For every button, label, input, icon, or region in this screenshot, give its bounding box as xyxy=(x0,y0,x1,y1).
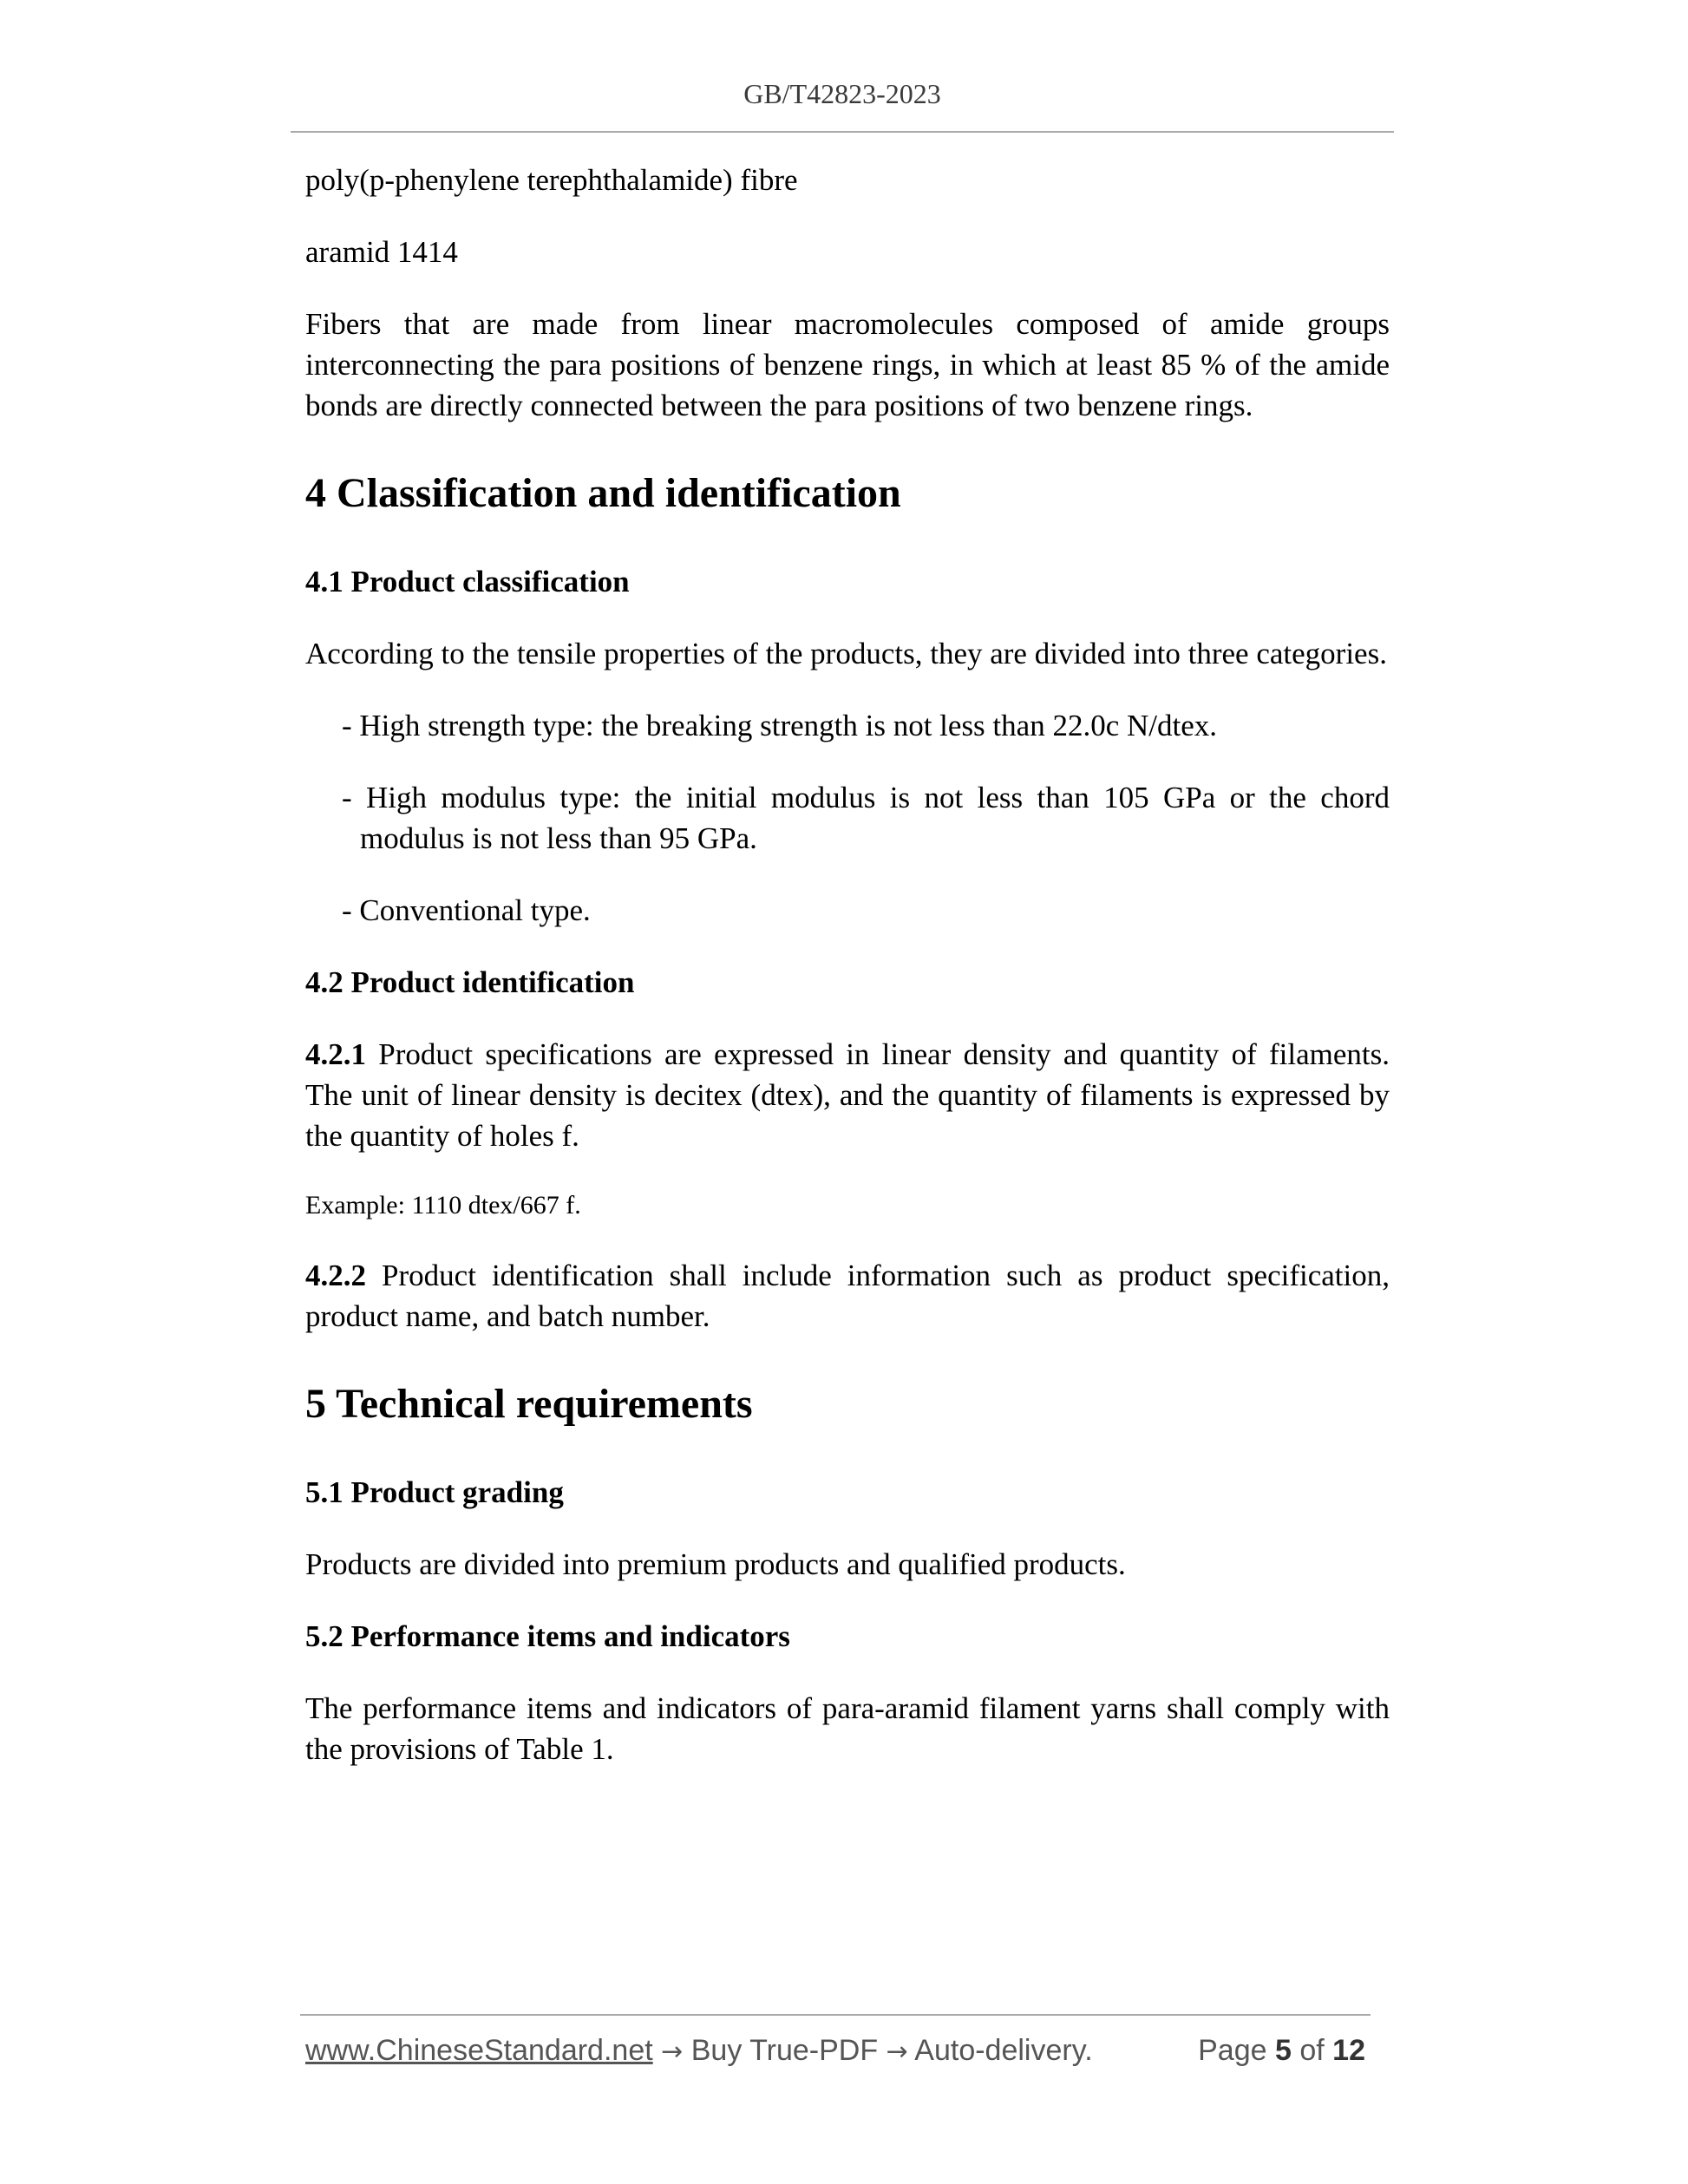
footer-divider xyxy=(300,2014,1371,2016)
footer-promo xyxy=(305,2031,1093,2071)
performance-text: The performance items and indicators of para-aramid filament yarns shall comply with the provisions of Table 1. xyxy=(305,1691,1390,1766)
section-4-2-title: 4.2 Product identification xyxy=(305,965,635,999)
page-label: Page xyxy=(1198,2034,1267,2067)
page-number xyxy=(1198,2031,1365,2070)
section-4-1-title: 4.1 Product classification xyxy=(305,565,630,598)
list-item-high-strength: - High strength type: the breaking strength is not less than 22.0c N/dtex. xyxy=(342,709,1217,742)
of-label: of xyxy=(1299,2034,1325,2067)
clause-4-2-2-number: 4.2.2 xyxy=(305,1259,366,1292)
term-name: poly(p-phenylene terephthalamide) fibre xyxy=(305,163,798,197)
example-note: Example: 1110 dtex/667 f. xyxy=(305,1191,581,1220)
term-definition: Fibers that are made from linear macromolecules composed of amide groups interconnecting the para positions of benzene rings, in which at least 85 % of the amide bonds are directly connected between the para positions of two benzene rings. xyxy=(305,307,1390,422)
list-item-conventional: - Conventional type. xyxy=(342,893,591,927)
clause-4-2-1-number: 4.2.1 xyxy=(305,1037,366,1071)
document-body xyxy=(305,160,1390,1801)
arrow-right-icon: → xyxy=(886,2037,908,2067)
clause-4-2-2 xyxy=(305,1255,1390,1337)
clause-4-2-1 xyxy=(305,1034,1390,1156)
list-item-high-modulus: - High modulus type: the initial modulus is not less than 105 GPa or the chord modulus is not less than 95 GPa. xyxy=(342,781,1390,855)
arrow-right-icon: → xyxy=(661,2037,684,2067)
website-link[interactable]: www.ChineseStandard.net xyxy=(305,2034,653,2067)
clause-4-2-2-text: Product identification shall include information such as product specification, product name, and batch number. xyxy=(305,1259,1390,1333)
section-5-title: 5 Technical requirements xyxy=(305,1381,753,1427)
grading-text: Products are divided into premium products and qualified products. xyxy=(305,1547,1126,1581)
auto-delivery-text: Auto-delivery. xyxy=(914,2034,1093,2067)
classification-intro: According to the tensile properties of the products, they are divided into three categories. xyxy=(305,637,1387,670)
page-total: 12 xyxy=(1332,2034,1365,2067)
section-5-1-title: 5.1 Product grading xyxy=(305,1475,564,1509)
section-5-2-title: 5.2 Performance items and indicators xyxy=(305,1619,790,1653)
term-alternate: aramid 1414 xyxy=(305,235,458,269)
buy-pdf-text: Buy True-PDF xyxy=(690,2034,879,2067)
page-current: 5 xyxy=(1274,2034,1292,2067)
page-header: GB/T42823-2023 xyxy=(743,78,941,109)
clause-4-2-1-text: Product specifications are expressed in linear density and quantity of filaments. The unit of linear density is decitex (dtex), and the quantity of filaments is expressed by the quantity of holes f. xyxy=(305,1037,1390,1153)
section-4-title: 4 Classification and identification xyxy=(305,470,901,516)
header-divider xyxy=(291,131,1394,133)
